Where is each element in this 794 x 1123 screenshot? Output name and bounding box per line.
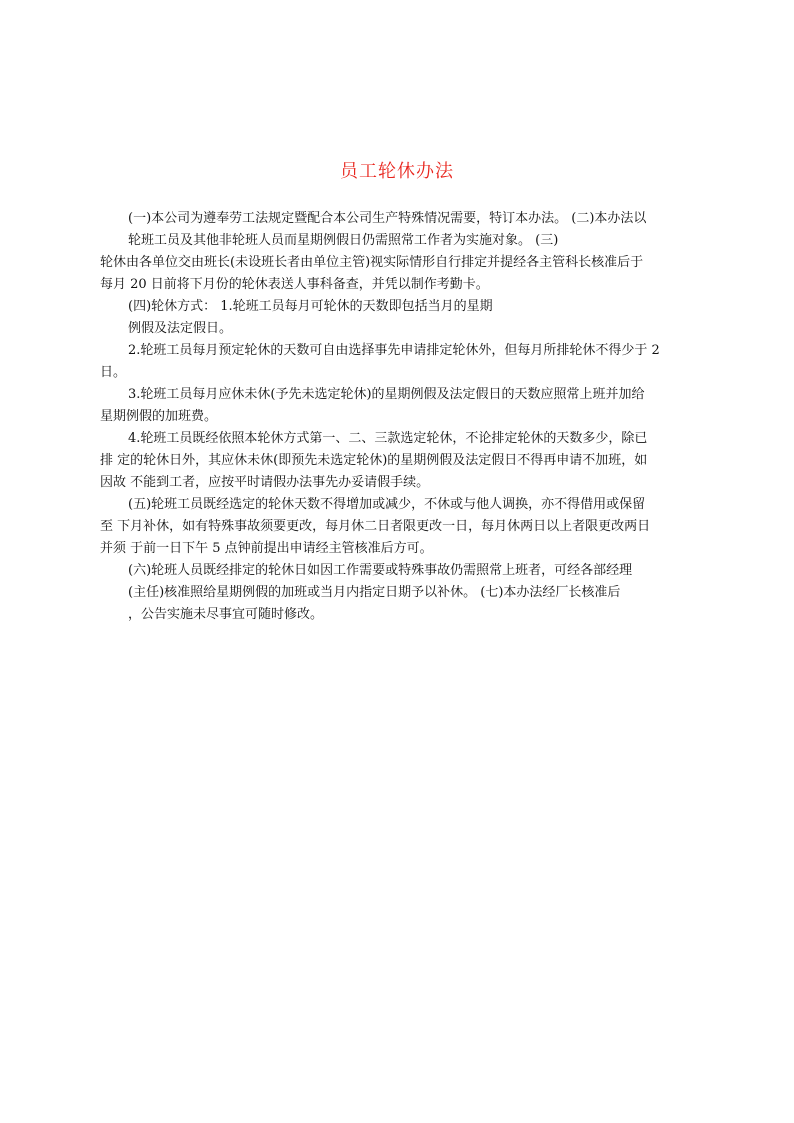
body-line: 日。 [100, 365, 127, 380]
body-line: (五)轮班工员既经选定的轮休天数不得增加或减少，不休或与他人调换，亦不得借用或保留 [128, 497, 646, 512]
body-line: 因故 不能到工者，应按平时请假办法事先办妥请假手续。 [100, 475, 430, 490]
body-line: 至 下月补休，如有特殊事故须要更改，每月休二日者限更改一日，每月休两日以上者限更改两日 [100, 519, 651, 534]
body-line: 3.轮班工员每月应休未休(予先未选定轮休)的星期例假及法定假日的天数应照常上班并加给 [128, 387, 645, 402]
body-line: 例假及法定假日。 [128, 321, 233, 336]
body-line: (一)本公司为遵奉劳工法规定暨配合本公司生产特殊情况需要，特订本办法。 (二)本办法以 [128, 211, 647, 226]
body-line: ，公告实施未尽事宜可随时修改。 [128, 607, 324, 622]
body-line: 4.轮班工员既经依照本轮休方式第一、二、三款选定轮休，不论排定轮休的天数多少，除已 [128, 431, 648, 446]
body-line: 星期例假的加班费。 [100, 409, 218, 424]
body-line: 轮班工员及其他非轮班人员而星期例假日仍需照常工作者为实施对象。 (三) [128, 233, 559, 248]
body-line: 排 定的轮休日外，其应休未休(即预先未选定轮休)的星期例假及法定假日不得再申请不加班，如 [100, 453, 648, 468]
document-title: 员工轮休办法 [340, 161, 454, 182]
body-line: 并须 于前一日下午 5 点钟前提出申请经主管核准后方可。 [100, 541, 433, 556]
body-line: 每月 20 日前将下月份的轮休表送人事科备查，并凭以制作考勤卡。 [100, 277, 489, 292]
body-line: 轮休由各单位交由班长(未设班长者由单位主管)视实际情形自行排定并提经各主管科长核准后于 [100, 255, 644, 270]
body-line: (四)轮休方式： 1.轮班工员每月可轮休的天数即包括当月的星期 [128, 299, 493, 314]
body-line: 2.轮班工员每月预定轮休的天数可自由选择事先申请排定轮休外，但每月所排轮休不得少于 2 [128, 343, 660, 358]
body-line: (主任)核准照给星期例假的加班或当月内指定日期予以补休。 (七)本办法经厂长核准后 [128, 585, 621, 600]
body-line: (六)轮班人员既经排定的轮休日如因工作需要或特殊事故仍需照常上班者，可经各部经理 [128, 563, 633, 578]
